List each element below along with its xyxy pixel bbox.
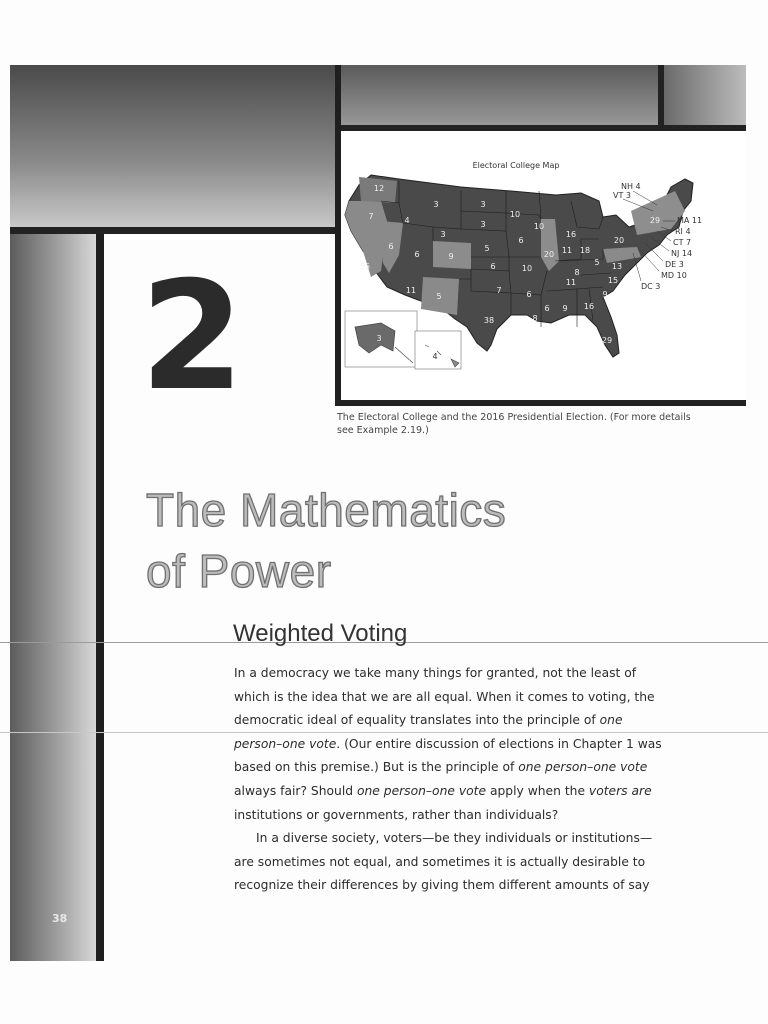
frame-rule-top-divider [658,65,664,127]
state-label-wv: 5 [594,258,600,267]
paragraph-2: In a diverse society, voters—be they individuals or institutions—are sometimes not equal, and sometimes it is actually desirable to recognize their differences by giving them different amounts of say [234,831,653,893]
state-label-tx: 38 [483,316,495,325]
italic-phrase: one person–one vote [234,713,623,751]
state-label-wi: 10 [533,222,545,231]
state-label-sd: 3 [480,220,486,229]
state-label-ca: 55 [359,262,371,271]
state-label-mn: 10 [509,210,521,219]
page-number: 38 [52,912,68,925]
state-label-la: 8 [532,314,538,323]
state-label-ks: 6 [490,262,496,271]
state-label-il: 20 [543,250,555,259]
callout-nh: NH 4 [621,182,641,191]
italic-phrase: voters are [588,783,652,798]
section-heading: Weighted Voting [233,620,408,647]
state-label-nd: 3 [480,200,486,209]
frame-rule-horizontal [10,227,340,234]
header-shade-band [10,65,335,227]
state-label-nm: 5 [436,292,442,301]
state-label-ne: 5 [484,244,490,253]
state-label-mo: 10 [521,264,533,273]
frame-rule-vertical [96,234,104,961]
state-label-ms: 6 [544,304,550,313]
state-label-ga: 16 [583,302,595,311]
map-frame-top [340,125,746,131]
state-label-nc: 15 [607,276,619,285]
chapter-title-line1: The Mathematics [146,484,507,536]
state-label-ut: 6 [414,250,420,259]
left-shade-column [10,234,96,961]
state-label-co: 9 [448,252,454,261]
hawaii-inset [415,331,461,369]
state-label-ia: 6 [518,236,524,245]
us-map-image [341,131,746,400]
state-label-ak: 3 [376,334,382,343]
state-label-mt: 3 [433,200,439,209]
electoral-map-figure [341,131,746,400]
header-shade-band-right [664,65,746,127]
state-label-az: 11 [405,286,417,295]
map-title: Electoral College Map [472,161,560,170]
paragraph-1 [234,662,666,827]
state-label-in: 11 [561,246,573,255]
callout-nj: NJ 14 [671,249,693,258]
italic-phrase: one person–one vote [518,760,648,775]
figure-caption: The Electoral College and the 2016 Presidential Election. (For more details see Example 2.19.) [337,412,691,436]
italic-phrase: one person–one vote [356,783,487,798]
state-label-fl: 29 [601,336,613,345]
state-label-hi: 4 [432,352,438,361]
state-label-ar: 6 [526,290,532,299]
chapter-number: 2 [140,250,241,424]
callout-ri: RI 4 [675,227,691,236]
callout-dc: DC 3 [641,282,661,291]
state-label-nv: 6 [388,242,394,251]
body-text [234,662,666,898]
state-label-wy: 3 [440,230,446,239]
state-label-id: 4 [404,216,410,225]
map-frame-bottom [335,400,746,406]
text-run: In a democracy we take many things for granted, not the least of which is the idea that we are all equal. When it comes to voting, the democratic ideal of equality translates into the principle of [234,666,655,728]
callout-ma: MA 11 [677,216,703,225]
text-run: always fair? Should [234,783,357,798]
state-label-pa: 20 [613,236,625,245]
state-label-or: 7 [368,212,374,221]
state-label-ok: 7 [496,286,502,295]
text-run: . (Our entire discussion of elections in Chapter 1 was based on this premise.) But is the principle of [234,736,662,775]
state-label-sc: 9 [602,290,608,299]
state-label-va: 13 [611,262,623,271]
text-run: apply when the [486,783,589,798]
header-shade-band-center [340,65,658,127]
state-label-ny: 29 [649,216,661,225]
callout-md: MD 10 [661,271,687,280]
map-frame-left [335,65,341,405]
state-label-mi: 16 [565,230,577,239]
state-label-tn: 11 [565,278,577,287]
text-run: institutions or governments, rather than individuals? [234,807,559,822]
state-label-oh: 18 [579,246,591,255]
callout-vt: VT 3 [613,191,631,200]
callout-ct: CT 7 [673,238,692,247]
state-label-ky: 8 [574,268,580,277]
state-label-wa: 12 [373,184,385,193]
chapter-title-line2: of Power [146,545,332,597]
state-label-al: 9 [562,304,568,313]
callout-de: DE 3 [665,260,684,269]
